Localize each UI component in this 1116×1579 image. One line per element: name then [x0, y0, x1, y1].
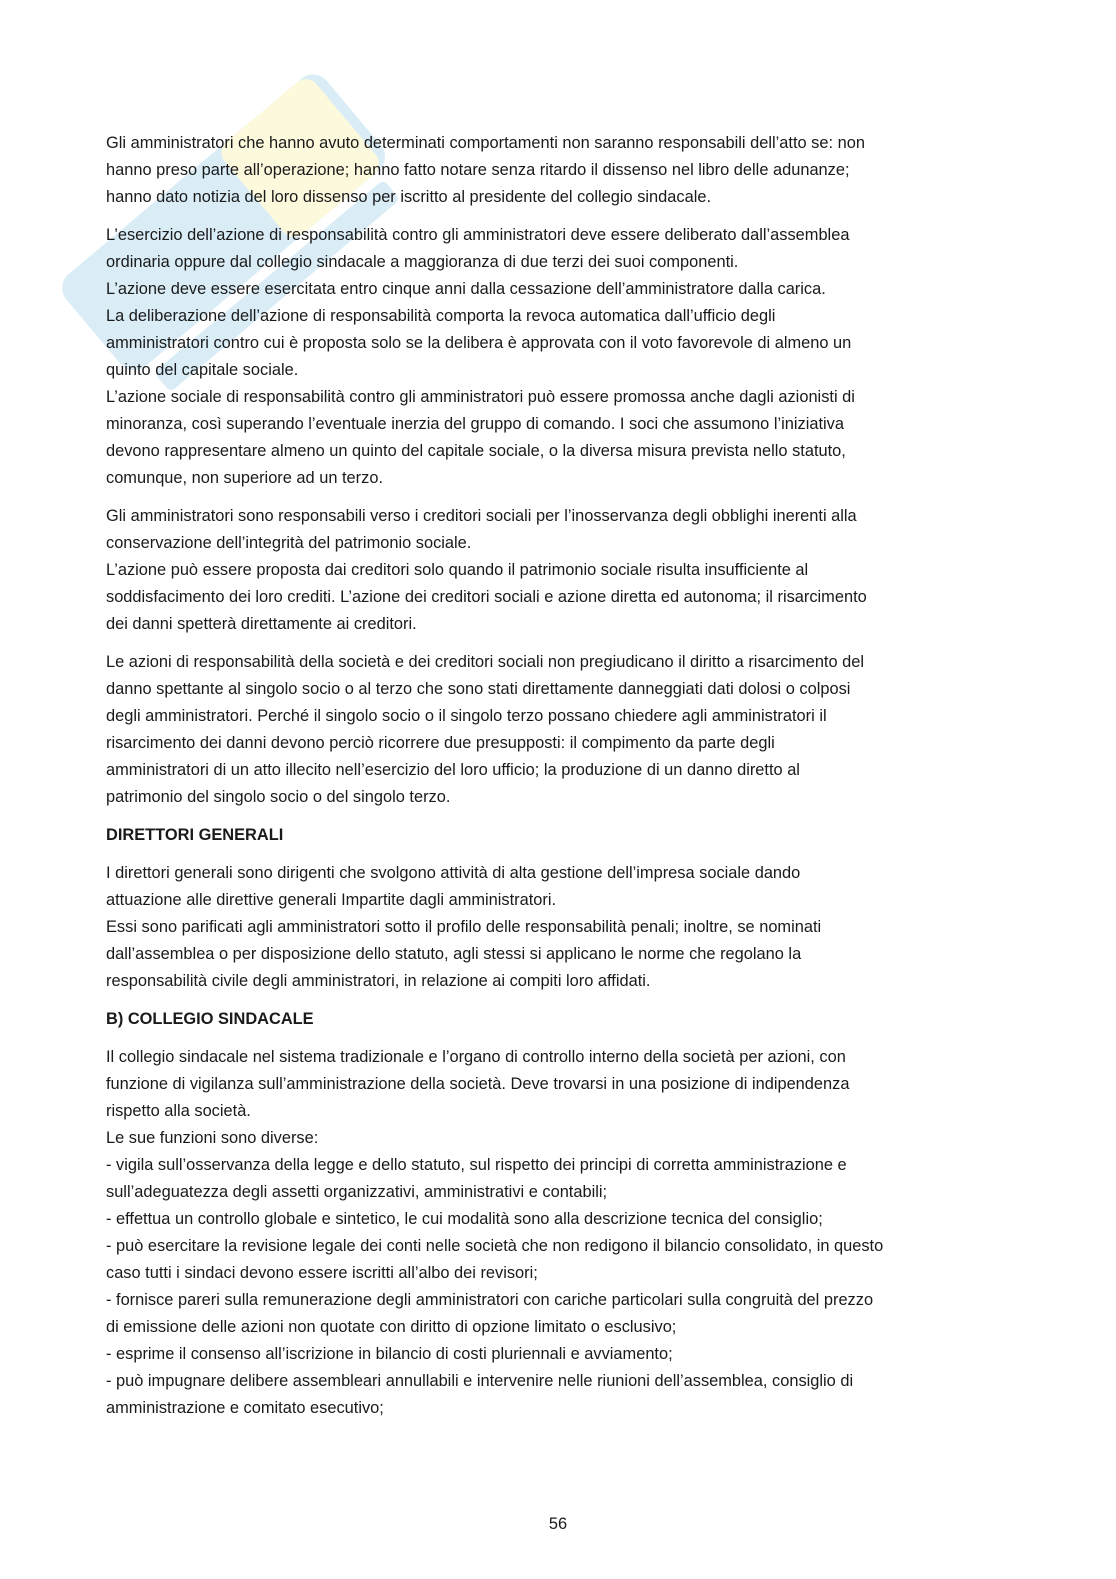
paragraph-1 [106, 130, 1006, 211]
text-line: minoranza, così superando l’eventuale inerzia del gruppo di comando. I soci che assumono l’iniziativa [106, 415, 844, 433]
paragraph-3 [106, 503, 1006, 638]
text-line: sull’adeguatezza degli assetti organizzativi, amministrativi e contabili; [106, 1183, 608, 1201]
text-line: L’esercizio dell’azione di responsabilità contro gli amministratori deve essere deliberato dall’assemblea [106, 226, 850, 244]
text-line: dei danni spetterà direttamente ai creditori. [106, 615, 417, 633]
text-line: ordinaria oppure dal collegio sindacale a maggioranza di due terzi dei suoi componenti. [106, 253, 739, 271]
text-line: danno spettante al singolo socio o al terzo che sono stati direttamente danneggiati dati dolosi o colposi [106, 680, 851, 698]
text-line: devono rappresentare almeno un quinto del capitale sociale, o la diversa misura prevista nello statuto, [106, 442, 846, 460]
text-line: Le azioni di responsabilità della società e dei creditori sociali non pregiudicano il diritto a risarcimento del [106, 653, 865, 671]
text-line: L’azione sociale di responsabilità contro gli amministratori può essere promossa anche dagli azionisti di [106, 388, 855, 406]
page-number: 56 [548, 1515, 568, 1533]
document-body [106, 130, 1006, 1433]
text-line: hanno dato notizia del loro dissenso per iscritto al presidente del collegio sindacale. [106, 188, 712, 206]
text-line: - vigila sull’osservanza della legge e dello statuto, sul rispetto dei principi di corretta amministrazione e [106, 1156, 847, 1174]
text-line: attuazione alle direttive generali Impartite dagli amministratori. [106, 891, 557, 909]
text-line: - effettua un controllo globale e sintetico, le cui modalità sono alla descrizione tecnica del consiglio; [106, 1210, 823, 1228]
text-line: funzione di vigilanza sull’amministrazione della società. Deve trovarsi in una posizione di indipendenza [106, 1075, 850, 1093]
text-line: comunque, non superiore ad un terzo. [106, 469, 384, 487]
text-line: responsabilità civile degli amministratori, in relazione ai compiti loro affidati. [106, 972, 651, 990]
text-line: Le sue funzioni sono diverse: [106, 1129, 319, 1147]
text-line: Gli amministratori sono responsabili verso i creditori sociali per l’inosservanza degli obblighi inerenti alla [106, 507, 857, 525]
text-line: patrimonio del singolo socio o del singolo terzo. [106, 788, 451, 806]
text-line: - può impugnare delibere assembleari annullabili e intervenire nelle riunioni dell’assemblea, consiglio di [106, 1372, 854, 1390]
text-line: hanno preso parte all’operazione; hanno fatto notare senza ritardo il dissenso nel libro delle adunanze; [106, 161, 850, 179]
text-line: L’azione deve essere esercitata entro cinque anni dalla cessazione dell’amministratore dalla carica. [106, 280, 826, 298]
text-line: - può esercitare la revisione legale dei conti nelle società che non redigono il bilancio consolidato, in questo [106, 1237, 884, 1255]
text-line: I direttori generali sono dirigenti che svolgono attività di alta gestione dell’impresa sociale dando [106, 864, 801, 882]
text-line: Il collegio sindacale nel sistema tradizionale e l’organo di controllo interno della società per azioni, con [106, 1048, 846, 1066]
text-line: Essi sono parificati agli amministratori sotto il profilo delle responsabilità penali; inoltre, se nominati [106, 918, 822, 936]
paragraph-collegio [106, 1044, 1006, 1422]
text-line: Gli amministratori che hanno avuto determinati comportamenti non saranno responsabili dell’atto se: non [106, 134, 865, 152]
text-line: - esprime il consenso all’iscrizione in bilancio di costi pluriennali e avviamento; [106, 1345, 673, 1363]
paragraph-direttori [106, 860, 1006, 995]
text-line: caso tutti i sindaci devono essere iscritti all’albo dei revisori; [106, 1264, 538, 1282]
text-line: amministratori di un atto illecito nell’esercizio del loro ufficio; la produzione di un danno diretto al [106, 761, 800, 779]
text-line: L’azione può essere proposta dai creditori solo quando il patrimonio sociale risulta insufficiente al [106, 561, 809, 579]
text-line: conservazione dell’integrità del patrimonio sociale. [106, 534, 472, 552]
text-line: degli amministratori. Perché il singolo socio o il singolo terzo possano chiedere agli amministratori il [106, 707, 827, 725]
paragraph-4 [106, 649, 1006, 811]
text-line: quinto del capitale sociale. [106, 361, 299, 379]
paragraph-2 [106, 222, 1006, 492]
text-line: risarcimento dei danni devono perciò ricorrere due presupposti: il compimento da parte degli [106, 734, 775, 752]
text-line: - fornisce pareri sulla remunerazione degli amministratori con cariche particolari sulla congruità del prezzo [106, 1291, 874, 1309]
section-heading-direttori: DIRETTORI GENERALI [106, 826, 284, 844]
text-line: amministratori contro cui è proposta solo se la delibera è approvata con il voto favorevole di almeno un [106, 334, 852, 352]
text-line: soddisfacimento dei loro crediti. L’azione dei creditori sociali e azione diretta ed autonoma; il risarcimento [106, 588, 867, 606]
text-line: dall’assemblea o per disposizione dello statuto, agli stessi si applicano le norme che regolano la [106, 945, 802, 963]
text-line: amministrazione e comitato esecutivo; [106, 1399, 384, 1417]
text-line: rispetto alla società. [106, 1102, 251, 1120]
text-line: di emissione delle azioni non quotate con diritto di opzione limitato o esclusivo; [106, 1318, 677, 1336]
text-line: La deliberazione dell’azione di responsabilità comporta la revoca automatica dall’ufficio degli [106, 307, 776, 325]
section-heading-collegio: B) COLLEGIO SINDACALE [106, 1010, 314, 1028]
